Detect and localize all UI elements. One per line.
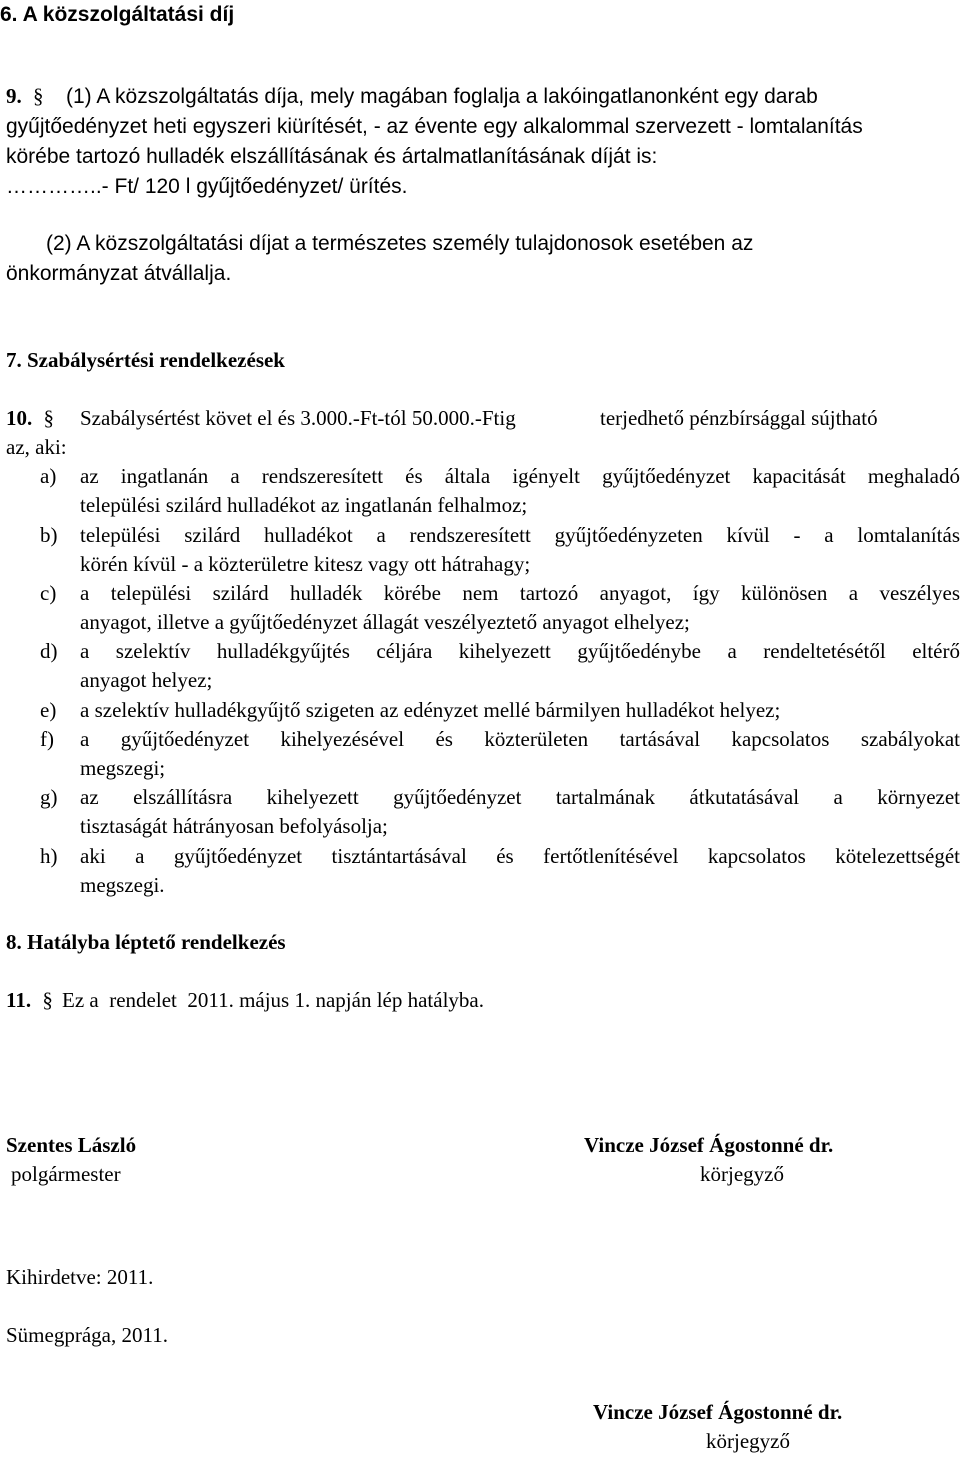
list-text-line: a települési szilárd hulladék körébe nem tartozó anyagot, így különösen a veszélyes [80,581,960,605]
para-9-sub2-line-2: önkormányzat átvállalja. [6,262,232,285]
list-text-line: a szelektív hulladékgyűjtő szigeten az edényzet mellé bármilyen hulladékot helyez; [80,698,781,722]
para-9-line-4: …………..- Ft/ 120 l gyűjtőedényzet/ ürítés. [6,175,408,198]
list-label: f) [40,727,54,751]
section-7-heading: 7. Szabálysértési rendelkezések [6,348,285,372]
para-10-line-1b: terjedhető pénzbírsággal sújtható [600,406,878,430]
para-9-sub2-line-1: (2) A közszolgáltatási díjat a természetes személy tulajdonosok esetében az [46,232,754,255]
paragraph-sign: § [43,406,54,430]
list-text-line: a gyűjtőedényzet kihelyezésével és közterületen tartásával kapcsolatos szabályokat [80,727,960,751]
footer-signature-name: Vincze József Ágostonné dr. [593,1400,843,1424]
list-text-line: aki a gyűjtőedényzet tisztántartásával és fertőtlenítésével kapcsolatos kötelezettségét [80,844,960,868]
para-number: 9. [6,84,22,108]
list-label: h) [40,844,58,868]
list-text-line: az elszállításra kihelyezett gyűjtőedényzet tartalmának átkutatásával a környezet [80,785,960,809]
list-text-line: anyagot, illetve a gyűjtőedényzet állagát veszélyeztető anyagot elhelyez; [80,610,690,634]
signature-left-title: polgármester [11,1162,121,1186]
list-label: a) [40,464,57,488]
signature-left-name: Szentes László [6,1133,137,1157]
para-9-line-2: gyűjtőedényzet heti egyszeri kiürítését, - az évente egy alkalommal szervezett - lomtalanítás [6,115,863,138]
para-11-number [6,986,53,1015]
paragraph-sign: § [42,988,53,1012]
announcement-line: Kihirdetve: 2011. [6,1265,154,1289]
para-9-number [6,82,44,111]
para-10-line-2: az, aki: [6,435,67,459]
list-text-line: települési szilárd hulladékot a rendszeresített gyűjtőedényzeten kívül - a lomtalanítás [80,523,960,547]
para-10-line-1a: Szabálysértést követ el és 3.000.-Ft-tól 50.000.-Ftig [80,406,516,430]
list-label: c) [40,581,57,605]
list-text-line: tisztaságát hátrányosan befolyásolja; [80,814,388,838]
list-text-line: megszegi. [80,873,165,897]
paragraph-sign: § [33,84,44,108]
list-text-line: az ingatlanán a rendszeresített és általa igényelt gyűjtőedényzet kapacitását meghaladó [80,464,960,488]
footer-signature-title: körjegyző [706,1429,790,1453]
list-text-line: anyagot helyez; [80,668,213,692]
list-text-line: a szelektív hulladékgyűjtés céljára kihelyezett gyűjtőedénybe a rendeltetésétől eltérő [80,639,960,663]
list-text-line: körén kívül - a közterületre kitesz vagy ott hátrahagy; [80,552,531,576]
list-label: e) [40,698,57,722]
signature-right-name: Vincze József Ágostonné dr. [584,1133,834,1157]
list-label: d) [40,639,58,663]
signature-right-title: körjegyző [700,1162,784,1186]
list-label: b) [40,523,58,547]
place-date-line: Sümegprága, 2011. [6,1323,168,1347]
list-label: g) [40,785,58,809]
para-11-text: Ez a rendelet 2011. május 1. napján lép hatályba. [62,988,484,1012]
para-9-line-1: (1) A közszolgáltatás díja, mely magában foglalja a lakóingatlanonként egy darab [66,85,818,108]
para-number: 10. [6,406,33,430]
list-text-line: települési szilárd hulladékot az ingatlanán felhalmoz; [80,493,528,517]
para-number: 11. [6,988,32,1012]
para-9-line-3: körébe tartozó hulladék elszállításának és ártalmatlanításának díját is: [6,145,658,168]
section-8-heading: 8. Hatályba léptető rendelkezés [6,930,286,954]
section-6-heading: 6. A közszolgáltatási díj [0,3,235,26]
para-10-number [6,404,54,433]
list-text-line: megszegi; [80,756,166,780]
